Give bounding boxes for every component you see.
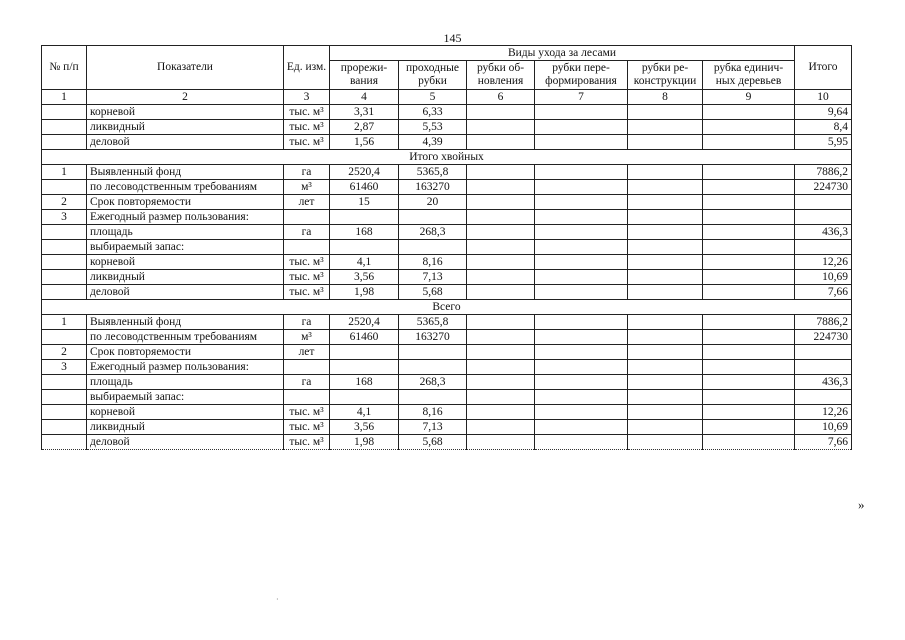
row-reformation-cutting bbox=[535, 405, 628, 420]
row-reconstruction-cutting bbox=[628, 435, 703, 450]
row-unit: тыс. м³ bbox=[284, 105, 330, 120]
row-passage-cutting: 163270 bbox=[399, 180, 467, 195]
row-thinning bbox=[330, 210, 399, 225]
row-passage-cutting: 268,3 bbox=[399, 375, 467, 390]
row-renewal-cutting bbox=[467, 240, 535, 255]
row-reformation-cutting bbox=[535, 360, 628, 375]
row-unit: м³ bbox=[284, 330, 330, 345]
row-indicator: Срок повторяемости bbox=[87, 195, 284, 210]
row-indicator: Ежегодный размер пользования: bbox=[87, 210, 284, 225]
row-num bbox=[42, 255, 87, 270]
row-unit: тыс. м³ bbox=[284, 420, 330, 435]
table-row bbox=[42, 420, 852, 435]
row-reconstruction-cutting bbox=[628, 255, 703, 270]
row-reconstruction-cutting bbox=[628, 420, 703, 435]
header-indicator: Показатели bbox=[87, 46, 284, 90]
row-renewal-cutting bbox=[467, 420, 535, 435]
row-total: 7886,2 bbox=[795, 315, 852, 330]
row-thinning: 61460 bbox=[330, 180, 399, 195]
row-renewal-cutting bbox=[467, 120, 535, 135]
row-reconstruction-cutting bbox=[628, 375, 703, 390]
row-num: 1 bbox=[42, 165, 87, 180]
row-total: 7886,2 bbox=[795, 165, 852, 180]
row-single-tree-cutting bbox=[703, 330, 795, 345]
row-total: 5,95 bbox=[795, 135, 852, 150]
row-total bbox=[795, 210, 852, 225]
row-indicator: площадь bbox=[87, 375, 284, 390]
row-total: 10,69 bbox=[795, 270, 852, 285]
row-total bbox=[795, 360, 852, 375]
row-passage-cutting: 5,68 bbox=[399, 435, 467, 450]
row-num bbox=[42, 105, 87, 120]
table-row bbox=[42, 360, 852, 375]
section-title: Всего bbox=[42, 300, 852, 315]
row-total: 7,66 bbox=[795, 285, 852, 300]
row-indicator: ликвидный bbox=[87, 420, 284, 435]
row-single-tree-cutting bbox=[703, 420, 795, 435]
row-thinning bbox=[330, 345, 399, 360]
table-row bbox=[42, 225, 852, 240]
row-single-tree-cutting bbox=[703, 360, 795, 375]
row-num bbox=[42, 225, 87, 240]
table-row bbox=[42, 330, 852, 345]
row-thinning: 2520,4 bbox=[330, 165, 399, 180]
row-passage-cutting: 5,68 bbox=[399, 285, 467, 300]
row-num: 3 bbox=[42, 210, 87, 225]
table-row bbox=[42, 390, 852, 405]
row-reformation-cutting bbox=[535, 210, 628, 225]
row-reconstruction-cutting bbox=[628, 240, 703, 255]
row-reformation-cutting bbox=[535, 135, 628, 150]
row-single-tree-cutting bbox=[703, 390, 795, 405]
row-indicator: ликвидный bbox=[87, 270, 284, 285]
row-num: 1 bbox=[42, 315, 87, 330]
row-renewal-cutting bbox=[467, 255, 535, 270]
row-indicator: ликвидный bbox=[87, 120, 284, 135]
row-thinning bbox=[330, 390, 399, 405]
row-total: 9,64 bbox=[795, 105, 852, 120]
row-renewal-cutting bbox=[467, 225, 535, 240]
row-total bbox=[795, 195, 852, 210]
row-reformation-cutting bbox=[535, 255, 628, 270]
row-single-tree-cutting bbox=[703, 375, 795, 390]
row-passage-cutting: 5365,8 bbox=[399, 165, 467, 180]
row-num bbox=[42, 330, 87, 345]
row-num bbox=[42, 270, 87, 285]
row-num bbox=[42, 135, 87, 150]
colnum-cell: 8 bbox=[628, 90, 703, 105]
colnum-cell: 6 bbox=[467, 90, 535, 105]
table-row bbox=[42, 285, 852, 300]
colnum-cell: 4 bbox=[330, 90, 399, 105]
row-reformation-cutting bbox=[535, 285, 628, 300]
header-col-passage-cutting: проходные рубки bbox=[399, 61, 467, 90]
row-thinning bbox=[330, 240, 399, 255]
table-row bbox=[42, 270, 852, 285]
table-row bbox=[42, 165, 852, 180]
row-reformation-cutting bbox=[535, 435, 628, 450]
row-reformation-cutting bbox=[535, 330, 628, 345]
table-row bbox=[42, 255, 852, 270]
row-thinning: 3,56 bbox=[330, 270, 399, 285]
row-passage-cutting: 7,13 bbox=[399, 420, 467, 435]
row-thinning: 4,1 bbox=[330, 405, 399, 420]
row-renewal-cutting bbox=[467, 195, 535, 210]
row-indicator: по лесоводственным требованиям bbox=[87, 330, 284, 345]
row-unit: тыс. м³ bbox=[284, 405, 330, 420]
row-passage-cutting: 4,39 bbox=[399, 135, 467, 150]
row-passage-cutting: 8,16 bbox=[399, 255, 467, 270]
row-num bbox=[42, 285, 87, 300]
row-passage-cutting bbox=[399, 240, 467, 255]
row-reconstruction-cutting bbox=[628, 120, 703, 135]
row-unit bbox=[284, 240, 330, 255]
row-renewal-cutting bbox=[467, 315, 535, 330]
row-unit bbox=[284, 210, 330, 225]
row-reconstruction-cutting bbox=[628, 330, 703, 345]
row-unit: га bbox=[284, 315, 330, 330]
row-single-tree-cutting bbox=[703, 315, 795, 330]
row-reformation-cutting bbox=[535, 105, 628, 120]
row-passage-cutting bbox=[399, 390, 467, 405]
row-total: 8,4 bbox=[795, 120, 852, 135]
row-num bbox=[42, 180, 87, 195]
row-thinning: 168 bbox=[330, 375, 399, 390]
row-total: 12,26 bbox=[795, 255, 852, 270]
row-unit: м³ bbox=[284, 180, 330, 195]
row-total bbox=[795, 240, 852, 255]
scan-speck: · bbox=[276, 595, 279, 604]
row-unit: тыс. м³ bbox=[284, 435, 330, 450]
row-renewal-cutting bbox=[467, 135, 535, 150]
table-row bbox=[42, 315, 852, 330]
row-single-tree-cutting bbox=[703, 285, 795, 300]
row-single-tree-cutting bbox=[703, 405, 795, 420]
header-group: Виды ухода за лесами bbox=[330, 46, 795, 61]
table-row bbox=[42, 105, 852, 120]
row-single-tree-cutting bbox=[703, 120, 795, 135]
row-unit: лет bbox=[284, 345, 330, 360]
row-renewal-cutting bbox=[467, 345, 535, 360]
table-row bbox=[42, 435, 852, 450]
header-total: Итого bbox=[795, 46, 852, 90]
header-col-reconstruction-cutting: рубки ре- конструкции bbox=[628, 61, 703, 90]
row-reformation-cutting bbox=[535, 420, 628, 435]
row-passage-cutting: 7,13 bbox=[399, 270, 467, 285]
row-single-tree-cutting bbox=[703, 270, 795, 285]
row-num bbox=[42, 435, 87, 450]
row-thinning: 3,56 bbox=[330, 420, 399, 435]
colnum-cell: 5 bbox=[399, 90, 467, 105]
row-thinning: 2,87 bbox=[330, 120, 399, 135]
row-passage-cutting bbox=[399, 360, 467, 375]
table-row bbox=[42, 345, 852, 360]
row-num bbox=[42, 375, 87, 390]
row-num: 2 bbox=[42, 345, 87, 360]
section-row bbox=[42, 300, 852, 315]
row-num bbox=[42, 240, 87, 255]
table-row bbox=[42, 405, 852, 420]
row-renewal-cutting bbox=[467, 210, 535, 225]
table-row bbox=[42, 375, 852, 390]
row-indicator: корневой bbox=[87, 255, 284, 270]
row-indicator: Выявленный фонд bbox=[87, 165, 284, 180]
section-title: Итого хвойных bbox=[42, 150, 852, 165]
row-thinning: 2520,4 bbox=[330, 315, 399, 330]
row-reconstruction-cutting bbox=[628, 135, 703, 150]
row-reconstruction-cutting bbox=[628, 345, 703, 360]
row-single-tree-cutting bbox=[703, 345, 795, 360]
row-reconstruction-cutting bbox=[628, 225, 703, 240]
table-row bbox=[42, 195, 852, 210]
row-reconstruction-cutting bbox=[628, 390, 703, 405]
row-total bbox=[795, 390, 852, 405]
row-indicator: Выявленный фонд bbox=[87, 315, 284, 330]
row-reconstruction-cutting bbox=[628, 315, 703, 330]
header-col-renewal-cutting: рубки об- новления bbox=[467, 61, 535, 90]
row-thinning: 3,31 bbox=[330, 105, 399, 120]
row-renewal-cutting bbox=[467, 390, 535, 405]
row-passage-cutting: 5365,8 bbox=[399, 315, 467, 330]
row-unit: га bbox=[284, 375, 330, 390]
row-unit: тыс. м³ bbox=[284, 135, 330, 150]
row-unit: тыс. м³ bbox=[284, 120, 330, 135]
row-passage-cutting bbox=[399, 210, 467, 225]
row-reformation-cutting bbox=[535, 390, 628, 405]
row-num bbox=[42, 120, 87, 135]
table-row bbox=[42, 180, 852, 195]
row-thinning: 15 bbox=[330, 195, 399, 210]
row-reconstruction-cutting bbox=[628, 105, 703, 120]
header-col-single-tree-cutting: рубка единич- ных деревьев bbox=[703, 61, 795, 90]
colnum-cell: 3 bbox=[284, 90, 330, 105]
row-total: 436,3 bbox=[795, 375, 852, 390]
row-total bbox=[795, 345, 852, 360]
row-num bbox=[42, 420, 87, 435]
row-total: 436,3 bbox=[795, 225, 852, 240]
row-passage-cutting: 163270 bbox=[399, 330, 467, 345]
row-reformation-cutting bbox=[535, 345, 628, 360]
row-single-tree-cutting bbox=[703, 195, 795, 210]
table-row bbox=[42, 120, 852, 135]
row-single-tree-cutting bbox=[703, 255, 795, 270]
row-reconstruction-cutting bbox=[628, 180, 703, 195]
row-thinning: 1,98 bbox=[330, 435, 399, 450]
row-single-tree-cutting bbox=[703, 225, 795, 240]
header-col-reformation-cutting: рубки пере- формирования bbox=[535, 61, 628, 90]
row-unit: лет bbox=[284, 195, 330, 210]
closing-quote: » bbox=[858, 497, 865, 512]
table-row bbox=[42, 135, 852, 150]
row-total: 10,69 bbox=[795, 420, 852, 435]
row-indicator: корневой bbox=[87, 105, 284, 120]
row-passage-cutting: 5,53 bbox=[399, 120, 467, 135]
row-indicator: по лесоводственным требованиям bbox=[87, 180, 284, 195]
row-passage-cutting: 6,33 bbox=[399, 105, 467, 120]
row-reformation-cutting bbox=[535, 240, 628, 255]
row-renewal-cutting bbox=[467, 105, 535, 120]
row-single-tree-cutting bbox=[703, 135, 795, 150]
row-renewal-cutting bbox=[467, 375, 535, 390]
row-reformation-cutting bbox=[535, 270, 628, 285]
row-single-tree-cutting bbox=[703, 105, 795, 120]
row-reformation-cutting bbox=[535, 315, 628, 330]
row-total: 12,26 bbox=[795, 405, 852, 420]
colnum-cell: 1 bbox=[42, 90, 87, 105]
column-numbers-row bbox=[42, 90, 852, 105]
row-single-tree-cutting bbox=[703, 240, 795, 255]
row-passage-cutting: 268,3 bbox=[399, 225, 467, 240]
row-unit: тыс. м³ bbox=[284, 285, 330, 300]
page-number: 145 bbox=[443, 31, 462, 45]
colnum-cell: 10 bbox=[795, 90, 852, 105]
row-indicator: корневой bbox=[87, 405, 284, 420]
row-unit bbox=[284, 390, 330, 405]
row-indicator: Ежегодный размер пользования: bbox=[87, 360, 284, 375]
row-total: 7,66 bbox=[795, 435, 852, 450]
row-unit: тыс. м³ bbox=[284, 270, 330, 285]
row-single-tree-cutting bbox=[703, 180, 795, 195]
row-unit: га bbox=[284, 225, 330, 240]
row-num: 2 bbox=[42, 195, 87, 210]
header-num: № п/п bbox=[42, 46, 87, 90]
row-reformation-cutting bbox=[535, 225, 628, 240]
row-passage-cutting: 20 bbox=[399, 195, 467, 210]
row-renewal-cutting bbox=[467, 180, 535, 195]
row-unit: га bbox=[284, 165, 330, 180]
row-thinning: 61460 bbox=[330, 330, 399, 345]
forest-care-table bbox=[41, 45, 852, 450]
row-single-tree-cutting bbox=[703, 435, 795, 450]
row-indicator: выбираемый запас: bbox=[87, 390, 284, 405]
row-total: 224730 bbox=[795, 330, 852, 345]
row-passage-cutting: 8,16 bbox=[399, 405, 467, 420]
row-total: 224730 bbox=[795, 180, 852, 195]
row-indicator: деловой bbox=[87, 285, 284, 300]
row-renewal-cutting bbox=[467, 165, 535, 180]
header-unit: Ед. изм. bbox=[284, 46, 330, 90]
colnum-cell: 2 bbox=[87, 90, 284, 105]
row-num bbox=[42, 390, 87, 405]
row-reformation-cutting bbox=[535, 120, 628, 135]
row-reformation-cutting bbox=[535, 375, 628, 390]
row-reconstruction-cutting bbox=[628, 405, 703, 420]
row-unit bbox=[284, 360, 330, 375]
row-passage-cutting bbox=[399, 345, 467, 360]
row-reformation-cutting bbox=[535, 195, 628, 210]
row-reconstruction-cutting bbox=[628, 165, 703, 180]
colnum-cell: 9 bbox=[703, 90, 795, 105]
row-renewal-cutting bbox=[467, 360, 535, 375]
row-thinning bbox=[330, 360, 399, 375]
row-thinning: 168 bbox=[330, 225, 399, 240]
table-row bbox=[42, 240, 852, 255]
colnum-cell: 7 bbox=[535, 90, 628, 105]
row-num bbox=[42, 405, 87, 420]
row-reconstruction-cutting bbox=[628, 360, 703, 375]
row-thinning: 4,1 bbox=[330, 255, 399, 270]
row-renewal-cutting bbox=[467, 270, 535, 285]
row-renewal-cutting bbox=[467, 405, 535, 420]
row-reconstruction-cutting bbox=[628, 270, 703, 285]
header-col-thinning: прорежи- вания bbox=[330, 61, 399, 90]
row-reconstruction-cutting bbox=[628, 285, 703, 300]
row-renewal-cutting bbox=[467, 435, 535, 450]
section-row bbox=[42, 150, 852, 165]
row-unit: тыс. м³ bbox=[284, 255, 330, 270]
row-single-tree-cutting bbox=[703, 165, 795, 180]
row-thinning: 1,98 bbox=[330, 285, 399, 300]
row-renewal-cutting bbox=[467, 330, 535, 345]
row-indicator: площадь bbox=[87, 225, 284, 240]
row-renewal-cutting bbox=[467, 285, 535, 300]
row-reconstruction-cutting bbox=[628, 210, 703, 225]
row-single-tree-cutting bbox=[703, 210, 795, 225]
row-indicator: Срок повторяемости bbox=[87, 345, 284, 360]
row-reformation-cutting bbox=[535, 165, 628, 180]
row-num: 3 bbox=[42, 360, 87, 375]
row-reconstruction-cutting bbox=[628, 195, 703, 210]
row-thinning: 1,56 bbox=[330, 135, 399, 150]
row-indicator: деловой bbox=[87, 135, 284, 150]
row-reformation-cutting bbox=[535, 180, 628, 195]
row-indicator: деловой bbox=[87, 435, 284, 450]
row-indicator: выбираемый запас: bbox=[87, 240, 284, 255]
table-row bbox=[42, 210, 852, 225]
